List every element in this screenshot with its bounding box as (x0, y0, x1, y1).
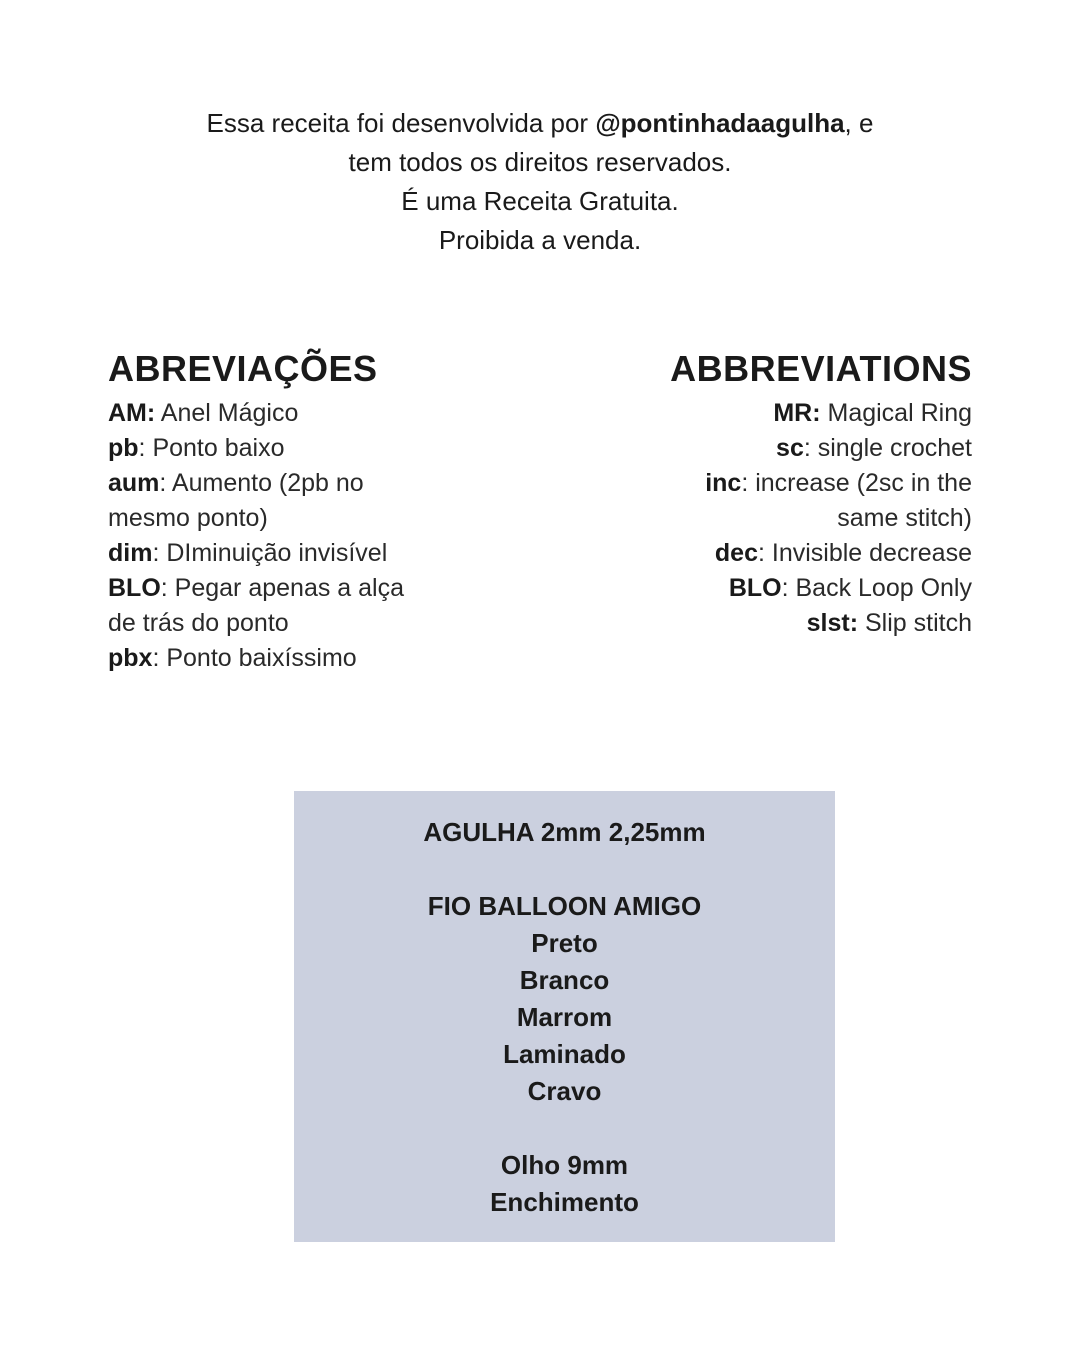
abbr-key: dec (714, 539, 758, 567)
abreviacoes-title: ABREVIAÇÕES (108, 348, 378, 389)
abbr-key: pbx (108, 644, 153, 672)
abbr-text: Magical Ring (820, 399, 972, 427)
abbr-key: inc (705, 469, 742, 497)
abbr-text: : Ponto baixo (138, 434, 285, 462)
yarn-title: FIO BALLOON AMIGO (427, 891, 702, 921)
yarn-color: Preto (531, 928, 598, 958)
abbr-text: : Ponto baixíssimo (152, 644, 357, 672)
abbr-key: slst: (806, 609, 859, 637)
abbr-text: : single crochet (803, 434, 972, 462)
abbr-item-am (108, 396, 408, 431)
abbr-item-slst (682, 606, 972, 641)
stuffing: Enchimento (490, 1187, 639, 1217)
abbreviations-title: ABBREVIATIONS (670, 348, 972, 389)
abbr-key: aum (108, 469, 160, 497)
abbr-item-pbx (108, 641, 408, 676)
abbr-item-pb (108, 431, 408, 466)
eye-size: Olho 9mm (500, 1150, 629, 1180)
intro-notice (0, 104, 1080, 260)
materials-box (294, 791, 835, 1242)
abbr-item-sc (682, 431, 972, 466)
abbr-key: AM: (108, 399, 156, 427)
author-handle: @pontinhadaagulha (595, 108, 845, 138)
abbr-text: : Back Loop Only (781, 574, 972, 602)
abbr-key: dim (108, 539, 153, 567)
spacer (294, 1110, 835, 1147)
yarn-color: Laminado (503, 1039, 626, 1069)
abbr-item-aum (108, 466, 408, 536)
yarn-color: Branco (519, 965, 610, 995)
abbr-text: : DIminuição invisível (152, 539, 388, 567)
abbr-text: Anel Mágico (155, 399, 299, 427)
intro-line-4: Proibida a venda. (438, 225, 642, 255)
intro-line-3: É uma Receita Gratuita. (401, 186, 679, 216)
abbr-item-dec (682, 536, 972, 571)
intro-text: Essa receita foi desenvolvida por (206, 108, 596, 138)
abbr-key: BLO (728, 574, 782, 602)
abbr-item-mr (682, 396, 972, 431)
abbr-text: : Invisible decrease (757, 539, 972, 567)
abbr-key: sc (776, 434, 804, 462)
needle-size: AGULHA 2mm 2,25mm (423, 817, 706, 847)
abbr-item-inc (682, 466, 972, 536)
abbr-key: pb (108, 434, 139, 462)
abbr-text: : Aumento (2pb no mesmo ponto) (108, 469, 364, 532)
abbr-text: : increase (2sc in the same stitch) (741, 469, 972, 532)
spacer (294, 851, 835, 888)
intro-line-2: tem todos os direitos reservados. (348, 147, 732, 177)
abbr-item-blo (108, 571, 408, 641)
yarn-color: Cravo (527, 1076, 602, 1106)
abbr-item-blo-en (682, 571, 972, 606)
abbr-key: MR: (773, 399, 821, 427)
abbr-key: BLO (108, 574, 161, 602)
intro-line-1 (0, 104, 1080, 143)
abreviacoes-section (108, 346, 528, 676)
abbreviations-section (552, 346, 972, 641)
yarn-color: Marrom (516, 1002, 613, 1032)
abbr-text: : Pegar apenas a alça de trás do ponto (108, 574, 405, 637)
abbr-item-dim (108, 536, 408, 571)
intro-text-end: , e (844, 108, 874, 138)
abbr-text: Slip stitch (858, 609, 972, 637)
